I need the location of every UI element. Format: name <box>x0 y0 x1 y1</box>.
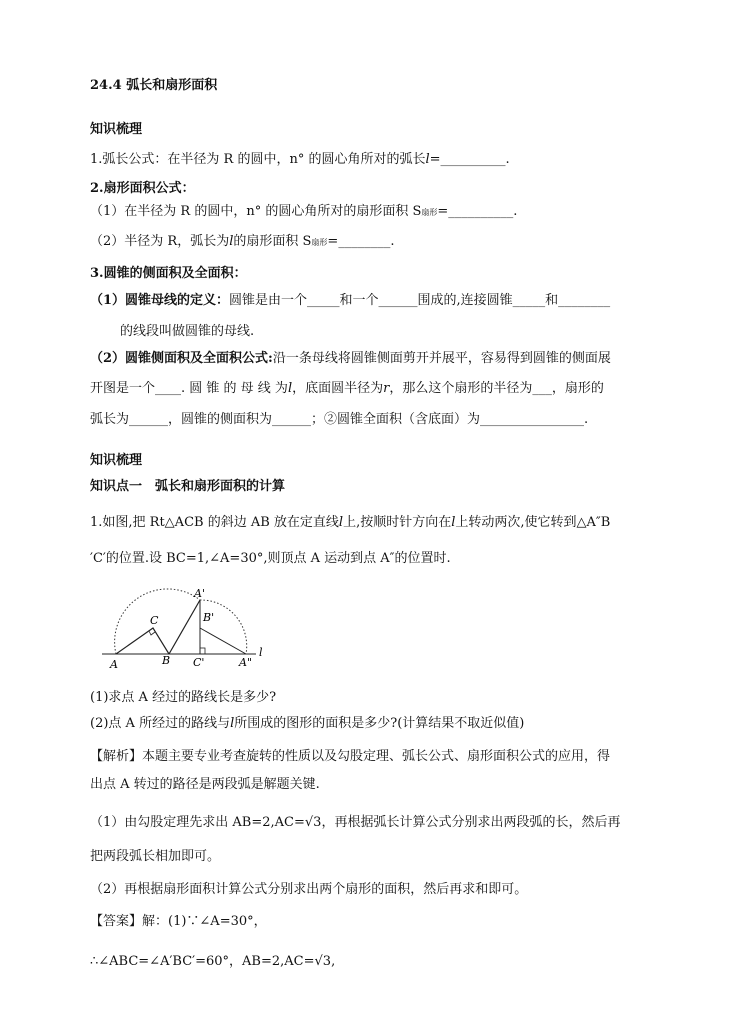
question-1-part-1: (1)求点 A 经过的路线长是多少? <box>90 690 277 705</box>
text: （2）圆锥侧面积及全面积公式: <box>90 351 273 366</box>
label-c1: C' <box>193 656 205 669</box>
segment-ba1 <box>169 600 200 654</box>
label-b1: B' <box>203 611 215 624</box>
paragraph-sector-heading: 2.扇形面积公式： <box>90 181 195 196</box>
answer-line-2 <box>90 953 335 971</box>
blank: =__________. <box>429 152 510 167</box>
text: （1）在半径为 R 的圆中，n° 的圆心角所对的扇形面积 S <box>90 204 422 219</box>
right-angle-c1 <box>200 648 205 654</box>
var-l: l <box>287 381 293 396</box>
label-a1: A' <box>194 587 205 600</box>
text: 圆锥是由一个_____和一个______围成的,连接圆锥_____和________ <box>229 293 611 308</box>
analysis-line-1: 【解析】本题主要专业考查旋转的性质以及勾股定理、弧长公式、扇形面积公式的应用，得 <box>90 749 611 764</box>
label-c: C <box>150 614 159 627</box>
answer-line-1: 【答案】解：(1)∵∠A=30°， <box>90 914 267 929</box>
var-l: l <box>425 152 430 167</box>
text: 上转动两次,使它转到△A″B <box>455 515 611 530</box>
analysis-line-3 <box>90 814 620 832</box>
text: 上,按顺时针方向在 <box>343 515 452 530</box>
sqrt-3: √3 <box>314 954 332 969</box>
var-r: r <box>383 381 390 396</box>
question-1-cont: ′C′的位置.设 BC=1,∠A=30°,则顶点 A 运动到点 A″的位置时. <box>90 551 451 566</box>
paragraph-cone-2-end: 弧长为______，圆锥的侧面积为______；②圆锥全面积（含底面）为________________. <box>90 412 589 427</box>
section-heading: 知识梳理 <box>90 122 143 137</box>
text: , <box>331 954 336 969</box>
label-l: l <box>259 646 263 659</box>
text: (2)点 A 所经过的路线与 <box>90 716 231 731</box>
analysis-line-4: 把两段弧长相加即可。 <box>90 849 221 864</box>
sqrt-3: √3 <box>304 815 322 830</box>
text: 1.弧长公式：在半径为 R 的圆中，n° 的圆心角所对的弧长 <box>90 152 426 167</box>
var-l: l <box>230 716 235 731</box>
arc-2 <box>200 600 247 654</box>
blank: =__________. <box>437 204 518 219</box>
page-title: 24.4 弧长和扇形面积 <box>90 78 218 93</box>
segment-b1a2 <box>200 628 246 654</box>
subscript: 扇形 <box>311 238 328 247</box>
var-l: l <box>338 515 344 530</box>
text: 的扇形面积 S <box>233 234 312 249</box>
subscript: 扇形 <box>421 208 438 217</box>
text: ，那么这个扇形的半径为___，扇形的 <box>389 381 604 396</box>
text: ，再根据弧长计算公式分别求出两段弧的长，然后再 <box>321 815 621 830</box>
text: ，底面圆半径为 <box>292 381 384 396</box>
label-b: B <box>162 654 171 667</box>
label-a: A <box>110 658 118 671</box>
text: 开图是一个____. 圆 锥 的 母 线 为 <box>90 381 288 396</box>
text: 沿一条母线将圆锥侧面剪开并展平，容易得到圆锥的侧面展 <box>272 351 611 366</box>
text: （1）由勾股定理先求出 AB=2,AC= <box>90 815 305 830</box>
section-heading-2: 知识梳理 <box>90 453 143 468</box>
text: ∴∠ABC=∠A′BC′=60°，AB=2,AC= <box>90 954 315 969</box>
text: （1）圆锥母线的定义： <box>90 293 230 308</box>
var-l: l <box>451 515 456 530</box>
analysis-line-2: 出点 A 转过的路径是两段弧是解题关键. <box>90 777 320 792</box>
triangle-acb <box>116 628 169 654</box>
paragraph-cone-heading: 3.圆锥的侧面积及全面积： <box>90 266 247 281</box>
label-a2: A" <box>239 656 253 669</box>
right-angle-c <box>149 631 155 635</box>
paragraph-cone-1-cont: 的线段叫做圆锥的母线. <box>120 324 255 339</box>
text: （2）半径为 R，弧长为 <box>90 234 230 249</box>
text: 所围成的图形的面积是多少?(计算结果不取近似值) <box>234 716 525 731</box>
text: 1.如图,把 Rt△ACB 的斜边 AB 放在定直线 <box>90 515 339 530</box>
analysis-line-5: （2）再根据扇形面积计算公式分别求出两个扇形的面积，然后再求和即可。 <box>90 882 528 897</box>
question-1-part-2 <box>90 715 524 733</box>
knowledge-point-heading: 知识点一 弧长和扇形面积的计算 <box>90 479 286 494</box>
var-l: l <box>229 234 234 249</box>
blank: =________. <box>327 234 395 249</box>
